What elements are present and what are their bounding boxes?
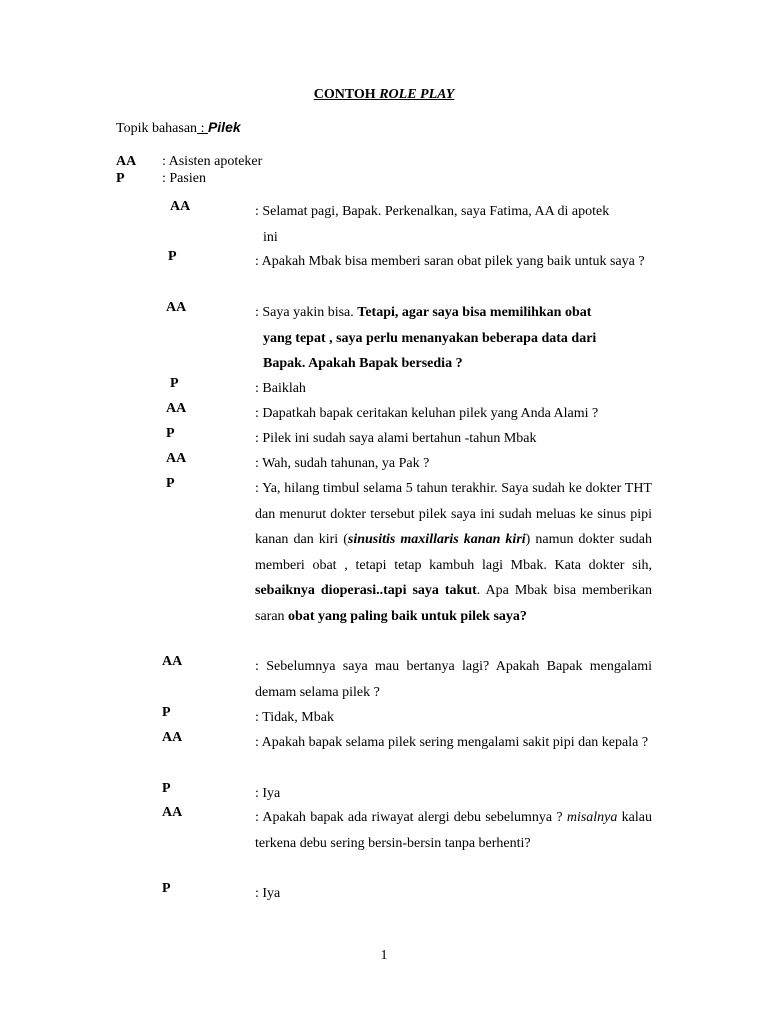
dialogue-segment-bold: obat yang paling baik untuk pilek saya? xyxy=(288,608,527,624)
dialogue-text: : Sebelumnya saya mau bertanya lagi? Apakah Bapak mengalami demam selama pilek ? xyxy=(255,659,652,700)
dialogue-text xyxy=(255,300,652,377)
speaker-label: AA xyxy=(162,730,183,745)
title-prefix: CONTOH xyxy=(313,87,380,102)
speaker-label: P xyxy=(170,376,179,391)
speaker-label: P xyxy=(162,705,171,720)
speaker-label: AA xyxy=(162,654,183,669)
dialogue-text: : Iya xyxy=(255,886,281,901)
legend-abbr: AA xyxy=(116,154,137,169)
speaker-label: AA xyxy=(166,300,187,315)
legend-desc: : Pasien xyxy=(162,171,206,186)
topic-line xyxy=(116,119,241,137)
page-number: 1 xyxy=(380,948,388,963)
dialogue-text xyxy=(255,805,652,856)
dialogue-line: Bapak. Apakah Bapak bersedia ? xyxy=(263,356,463,371)
document-title xyxy=(0,87,768,103)
speaker-label: AA xyxy=(166,401,187,416)
dialogue-line: ini xyxy=(263,229,278,245)
dialogue-text: : Apakah bapak selama pilek sering mengalami sakit pipi dan kepala ? xyxy=(255,735,649,750)
legend-abbr: P xyxy=(116,171,125,186)
speaker-label: P xyxy=(162,881,171,896)
dialogue-segment: : Ya, hilang timbul selama 5 tahun terakhir. Saya sudah ke dokter THT dan menurut dokter tersebut pilek saya ini sudah meluas ke sinus pipi kanan dan kiri ( xyxy=(255,481,652,547)
dialogue-text: : Dapatkah bapak ceritakan keluhan pilek yang Anda Alami ? xyxy=(255,406,599,421)
dialogue-text: : Pilek ini sudah saya alami bertahun -tahun Mbak xyxy=(255,431,537,446)
title-italic: ROLE PLAY xyxy=(379,87,455,102)
dialogue-segment-italic: misalnya xyxy=(566,810,618,825)
legend-desc: : Asisten apoteker xyxy=(162,154,263,169)
dialogue-segment: kalau terkena debu sering bersin-bersin tanpa berhenti? xyxy=(255,810,652,851)
dialogue-segment-bold-italic: sinusitis maxillaris kanan kiri xyxy=(347,532,526,547)
dialogue-segment-bold: sebaiknya dioperasi..tapi saya takut xyxy=(255,583,477,598)
dialogue-line: yang tepat , saya perlu menanyakan beberapa data dari xyxy=(263,330,597,346)
dialogue-text: : Apakah Mbak bisa memberi saran obat pilek yang baik untuk saya ? xyxy=(255,254,645,269)
dialogue-text xyxy=(255,476,652,629)
speaker-label: P xyxy=(168,249,177,264)
dialogue-segment: ) namun dokter sudah memberi obat , tetapi tetap kambuh lagi Mbak. Kata dokter sih, xyxy=(255,532,652,573)
dialogue-text: : Iya xyxy=(255,786,281,801)
dialogue-segment-bold: Tetapi, agar saya bisa memilihkan obat xyxy=(357,305,592,320)
speaker-label: P xyxy=(166,476,175,491)
dialogue-segment: : Saya yakin bisa. xyxy=(255,305,358,320)
topic-label: Topik bahasan xyxy=(116,121,198,136)
speaker-label: AA xyxy=(170,199,191,214)
topic-value: Pilek xyxy=(207,119,241,135)
dialogue-text: : Wah, sudah tahunan, ya Pak ? xyxy=(255,456,430,471)
dialogue-segment: . Apa Mbak bisa memberikan saran xyxy=(255,583,652,624)
dialogue-segment: : Apakah bapak ada riwayat alergi debu sebelumnya ? xyxy=(255,810,567,825)
dialogue-line: : Selamat pagi, Bapak. Perkenalkan, saya Fatima, AA di apotek xyxy=(255,204,610,219)
speaker-label: P xyxy=(166,426,175,441)
speaker-label: P xyxy=(162,781,171,796)
speaker-label: AA xyxy=(162,805,183,820)
dialogue-line xyxy=(255,300,652,326)
dialogue-text xyxy=(255,199,652,250)
topic-colon: : xyxy=(197,121,208,136)
dialogue-text: : Tidak, Mbak xyxy=(255,710,334,725)
speaker-label: AA xyxy=(166,451,187,466)
dialogue-text: : Baiklah xyxy=(255,381,306,396)
